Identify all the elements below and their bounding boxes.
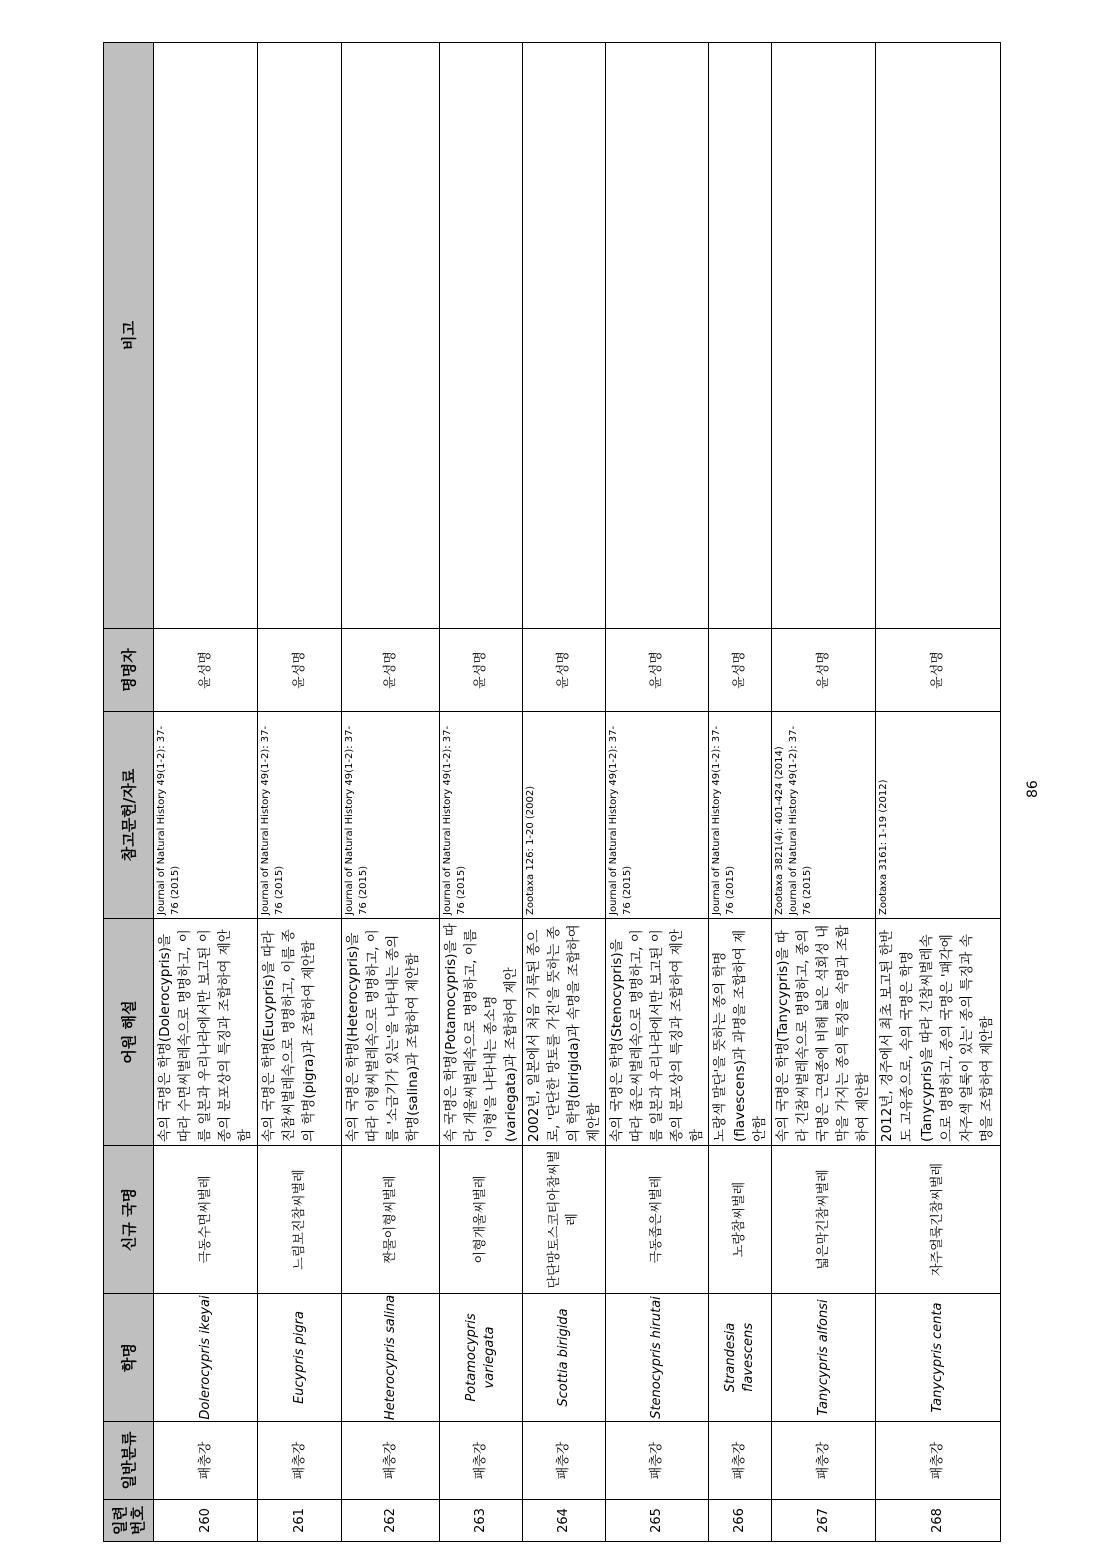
cell-korean-name: 짠물이형씨벌레 — [342, 1146, 440, 1294]
cell-no: 262 — [342, 1500, 440, 1542]
cell-scientific-name: Stenocypris hirutai — [606, 1294, 709, 1422]
table-row — [258, 43, 342, 1542]
cell-no: 260 — [154, 1500, 258, 1542]
cell-reference: Journal of Natural History 49(1-2): 37-76 (2015) — [342, 712, 440, 919]
cell-namer: 윤성명 — [876, 629, 1001, 712]
cell-scientific-name: Scottia birigida — [523, 1294, 606, 1422]
table-row — [709, 43, 772, 1542]
cell-namer: 윤성명 — [154, 629, 258, 712]
cell-group: 패충강 — [258, 1422, 342, 1500]
table-header-row — [104, 43, 154, 1542]
table-row — [606, 43, 709, 1542]
header-reference: 참고문헌/자료 — [104, 712, 154, 919]
cell-remarks — [440, 43, 523, 629]
cell-no: 263 — [440, 1500, 523, 1542]
cell-korean-name: 극동수면씨벌레 — [154, 1146, 258, 1294]
cell-group: 패충강 — [154, 1422, 258, 1500]
species-name-table — [103, 42, 1001, 1542]
cell-remarks — [523, 43, 606, 629]
cell-remarks — [342, 43, 440, 629]
header-group: 일반분류 — [104, 1422, 154, 1500]
table-row — [342, 43, 440, 1542]
cell-scientific-name: Heterocypris salina — [342, 1294, 440, 1422]
cell-reference: Journal of Natural History 49(1-2): 37-76 (2015) — [154, 712, 258, 919]
cell-korean-name: 노랑참씨벌레 — [709, 1146, 772, 1294]
cell-etymology: 노랑색 말단'을 뜻하는 종의 학명(flavescens)과 과명을 조합하여 제안함 — [709, 919, 772, 1146]
header-namer: 명명자 — [104, 629, 154, 712]
cell-scientific-name: Eucypris pigra — [258, 1294, 342, 1422]
header-korean-name: 신규 국명 — [104, 1146, 154, 1294]
cell-no: 261 — [258, 1500, 342, 1542]
cell-group: 패충강 — [523, 1422, 606, 1500]
cell-no: 268 — [876, 1500, 1001, 1542]
cell-namer: 윤성명 — [606, 629, 709, 712]
cell-korean-name: 자주얼룩긴참씨벌레 — [876, 1146, 1001, 1294]
cell-reference: Journal of Natural History 49(1-2): 37-76 (2015) — [440, 712, 523, 919]
table-row — [154, 43, 258, 1542]
cell-korean-name: 넓은막긴참씨벌레 — [772, 1146, 876, 1294]
cell-group: 패충강 — [440, 1422, 523, 1500]
cell-group: 패충강 — [709, 1422, 772, 1500]
table-row — [523, 43, 606, 1542]
cell-etymology: 속의 국명은 학명(Eucypris)을 따라 진참씨벌레속으로 명명하고, 이름 종의 학명(pigra)과 조합하여 제안함 — [258, 919, 342, 1146]
header-remarks: 비고 — [104, 43, 154, 629]
cell-group: 패충강 — [342, 1422, 440, 1500]
cell-remarks — [876, 43, 1001, 629]
cell-namer: 윤성명 — [258, 629, 342, 712]
cell-namer: 윤성명 — [709, 629, 772, 712]
cell-remarks — [154, 43, 258, 629]
cell-korean-name: 극동좁은씨벌레 — [606, 1146, 709, 1294]
cell-reference: Zootaxa 126: 1-20 (2002) — [523, 712, 606, 919]
cell-etymology: 속의 국명은 학명(Dolerocypris)을 따라 수면씨벌레속으로 명명하고, 이름 일본과 우리나라에서만 보고된 이 종의 분포상의 특징과 조합하여 제안함 — [154, 919, 258, 1146]
header-no: 일련 번호 — [104, 1500, 154, 1542]
cell-etymology: 속의 국명은 학명(Heterocypris)을 따라 이형씨벌레속으로 명명하고, 이름 '소금기가 있는'을 나타내는 종의 학명(salina)과 조합하여 제안함 — [342, 919, 440, 1146]
cell-namer: 윤성명 — [440, 629, 523, 712]
cell-namer: 윤성명 — [523, 629, 606, 712]
table-row — [440, 43, 523, 1542]
cell-korean-name: 이형개울씨벌레 — [440, 1146, 523, 1294]
cell-no: 264 — [523, 1500, 606, 1542]
cell-scientific-name: Tanycypris alfonsi — [772, 1294, 876, 1422]
cell-namer: 윤성명 — [342, 629, 440, 712]
cell-group: 패충강 — [606, 1422, 709, 1500]
page-number: 86 — [1025, 780, 1041, 798]
cell-no: 265 — [606, 1500, 709, 1542]
cell-etymology: 속의 국명은 학명(Tanycypris)을 따라 긴참씨벌레속으로 명명하고, 종의 국명은 근연종에 비해 넓은 석회성 내막을 가지는 종의 특징을 속명과 조합하여 제안함 — [772, 919, 876, 1146]
cell-group: 패충강 — [772, 1422, 876, 1500]
cell-remarks — [258, 43, 342, 629]
cell-namer: 윤성명 — [772, 629, 876, 712]
table-row — [772, 43, 876, 1542]
cell-reference: Journal of Natural History 49(1-2): 37-76 (2015) — [606, 712, 709, 919]
cell-scientific-name: Tanycypris centa — [876, 1294, 1001, 1422]
cell-etymology: 속 국명은 학명(Potamocypris)을 따라 개울씨벌레속으로 명명하고, 이름 '이형'을 나타내는 종소명(variegata)과 조합하여 제안 — [440, 919, 523, 1146]
cell-korean-name: 단단망토스코티아참씨벌레 — [523, 1146, 606, 1294]
cell-etymology: 속의 국명은 학명(Stenocypris)을 따라 좁은씨벌레속으로 명명하고, 이름 일본과 우리나라에서만 보고된 이 종의 분포상의 특징과 조합하여 제안함 — [606, 919, 709, 1146]
cell-remarks — [772, 43, 876, 629]
cell-etymology: 2002년, 일본에서 처음 기록된 종으로, '단단한 망토를 가진'을 뜻하는 종의 학명(birigida)과 속명을 조합하여 제안함 — [523, 919, 606, 1146]
cell-korean-name: 느림보진참씨벌레 — [258, 1146, 342, 1294]
cell-scientific-name: Strandesia flavescens — [709, 1294, 772, 1422]
cell-etymology: 2012년, 경주에서 최초 보고된 한반도 고유종으로, 속의 국명은 학명(Tanycypris)을 따라 긴참씨벌레속으로 명명하고, 종의 국명은 '패각에 자주색 얼룩이 있는' 종의 특징과 속명을 조합하여 제안함 — [876, 919, 1001, 1146]
cell-remarks — [709, 43, 772, 629]
cell-reference: Zootaxa 3161: 1-19 (2012) — [876, 712, 1001, 919]
cell-reference: Journal of Natural History 49(1-2): 37-76 (2015) — [258, 712, 342, 919]
cell-scientific-name: Potamocypris variegata — [440, 1294, 523, 1422]
cell-reference: Journal of Natural History 49(1-2): 37-76 (2015) — [709, 712, 772, 919]
table-row — [876, 43, 1001, 1542]
header-etymology: 어원 해설 — [104, 919, 154, 1146]
cell-scientific-name: Dolerocypris ikeyai — [154, 1294, 258, 1422]
cell-no: 267 — [772, 1500, 876, 1542]
header-scientific-name: 학명 — [104, 1294, 154, 1422]
cell-no: 266 — [709, 1500, 772, 1542]
cell-remarks — [606, 43, 709, 629]
cell-group: 패충강 — [876, 1422, 1001, 1500]
cell-reference: Zootaxa 3821(4): 401-424 (2014) Journal of Natural History 49(1-2): 37-76 (2015) — [772, 712, 876, 919]
